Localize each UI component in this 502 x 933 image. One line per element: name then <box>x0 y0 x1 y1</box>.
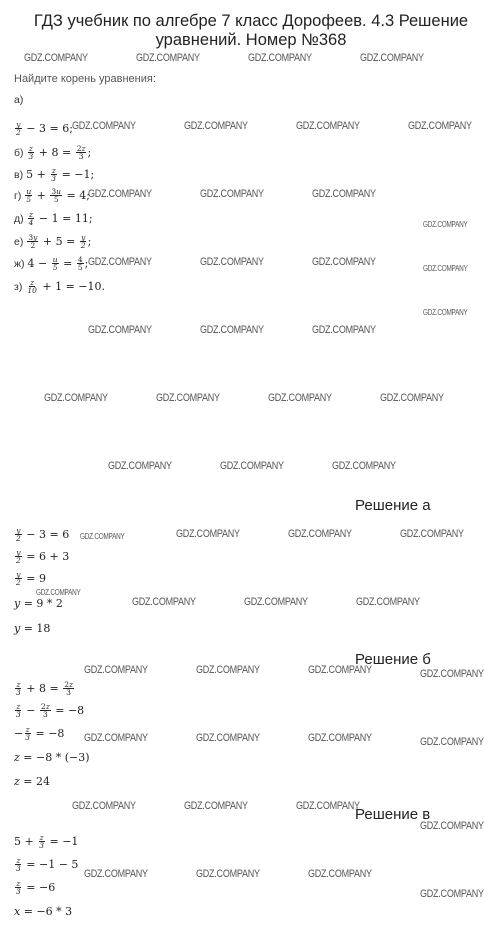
watermark-text: GDZ.COMPANY <box>312 188 376 200</box>
watermark-text: GDZ.COMPANY <box>196 732 260 744</box>
watermark-text: GDZ.COMPANY <box>420 888 484 900</box>
watermark-text: GDZ.COMPANY <box>268 392 332 404</box>
watermark-text: GDZ.COMPANY <box>423 220 468 229</box>
watermark-text: GDZ.COMPANY <box>308 868 372 880</box>
watermark-text: GDZ.COMPANY <box>423 308 468 317</box>
solution-v-line-1: 5 + $\frac{z}{3}$ = −1 <box>14 833 79 850</box>
watermark-text: GDZ.COMPANY <box>88 256 152 268</box>
watermark-text: GDZ.COMPANY <box>132 596 196 608</box>
watermark-text: GDZ.COMPANY <box>312 256 376 268</box>
problem-v: в) 5 + $\frac{z}{3}$ = −1; <box>14 166 95 183</box>
solution-v-heading: Решение в <box>355 806 431 823</box>
watermark-text: GDZ.COMPANY <box>84 664 148 676</box>
watermark-text: GDZ.COMPANY <box>72 120 136 132</box>
watermark-text: GDZ.COMPANY <box>296 120 360 132</box>
instruction-text: Найдите корень уравнения: <box>14 73 156 85</box>
solution-b-heading: Решение б <box>355 651 431 668</box>
watermark-text: GDZ.COMPANY <box>200 188 264 200</box>
watermark-text: GDZ.COMPANY <box>200 324 264 336</box>
watermark-text: GDZ.COMPANY <box>200 256 264 268</box>
solution-a-line-4: y = 9 * 2 <box>14 597 63 610</box>
problem-d: д) $\frac{z}{4}$ − 1 = 11; <box>14 210 93 227</box>
watermark-text: GDZ.COMPANY <box>84 868 148 880</box>
watermark-text: GDZ.COMPANY <box>196 868 260 880</box>
watermark-text: GDZ.COMPANY <box>88 188 152 200</box>
watermark-text: GDZ.COMPANY <box>44 392 108 404</box>
watermark-text: GDZ.COMPANY <box>420 668 484 680</box>
solution-b-line-4: z = −8 * (−3) <box>14 751 90 764</box>
solution-a-line-1: $\frac{y}{2}$ − 3 = 6 <box>16 526 70 543</box>
label-a: а) <box>14 94 24 106</box>
watermark-text: GDZ.COMPANY <box>244 596 308 608</box>
watermark-text: GDZ.COMPANY <box>360 52 424 64</box>
watermark-text: GDZ.COMPANY <box>420 820 484 832</box>
watermark-text: GDZ.COMPANY <box>24 52 88 64</box>
page-title: ГДЗ учебник по алгебре 7 класс Дорофеев. 4.3 Решение уравнений. Номер №368 <box>33 12 469 49</box>
watermark-text: GDZ.COMPANY <box>248 52 312 64</box>
watermark-text: GDZ.COMPANY <box>296 800 360 812</box>
watermark-text: GDZ.COMPANY <box>400 528 464 540</box>
problem-e: е) $\frac{3y}{2}$ + 5 = $\frac{y}{2}$ ; <box>14 233 92 250</box>
problem-a: $\frac{y}{2}$ − 3 = 6; <box>16 120 73 137</box>
solution-a-line-5: y = 18 <box>14 622 51 635</box>
watermark-text: GDZ.COMPANY <box>184 800 248 812</box>
watermark-text: GDZ.COMPANY <box>176 528 240 540</box>
watermark-text: GDZ.COMPANY <box>88 324 152 336</box>
watermark-text: GDZ.COMPANY <box>308 664 372 676</box>
watermark-text: GDZ.COMPANY <box>380 392 444 404</box>
solution-a-line-2: $\frac{y}{2}$ = 6 + 3 <box>16 548 70 565</box>
watermark-text: GDZ.COMPANY <box>356 596 420 608</box>
watermark-text: GDZ.COMPANY <box>423 264 468 273</box>
watermark-text: GDZ.COMPANY <box>36 588 81 597</box>
watermark-text: GDZ.COMPANY <box>332 460 396 472</box>
watermark-text: GDZ.COMPANY <box>156 392 220 404</box>
watermark-text: GDZ.COMPANY <box>196 664 260 676</box>
watermark-text: GDZ.COMPANY <box>288 528 352 540</box>
problem-g: г) $\frac{u}{5}$ + $\frac{3u}{5}$ = 4; <box>14 187 90 204</box>
solution-v-line-2: $\frac{z}{3}$ = −1 − 5 <box>16 856 79 873</box>
solution-v-line-4: x = −6 * 3 <box>14 905 73 918</box>
watermark-text: GDZ.COMPANY <box>72 800 136 812</box>
watermark-text: GDZ.COMPANY <box>184 120 248 132</box>
problem-z: з) $\frac{z}{10}$ + 1 = −10. <box>14 278 105 295</box>
solution-v-line-3: $\frac{z}{3}$ = −6 <box>16 879 56 896</box>
problem-b: б) $\frac{z}{3}$ + 8 = $\frac{2z}{3}$ ; <box>14 144 92 161</box>
watermark-text: GDZ.COMPANY <box>84 732 148 744</box>
watermark-text: GDZ.COMPANY <box>308 732 372 744</box>
watermark-text: GDZ.COMPANY <box>420 736 484 748</box>
watermark-text: GDZ.COMPANY <box>220 460 284 472</box>
watermark-text: GDZ.COMPANY <box>136 52 200 64</box>
solution-a-heading: Решение а <box>355 497 431 514</box>
solution-a-line-3: $\frac{y}{2}$ = 9 <box>16 570 46 587</box>
watermark-text: GDZ.COMPANY <box>408 120 472 132</box>
solution-b-line-2: $\frac{z}{3}$ − $\frac{2z}{3}$ = −8 <box>16 702 85 719</box>
solution-b-line-5: z = 24 <box>14 775 51 788</box>
watermark-text: GDZ.COMPANY <box>312 324 376 336</box>
problem-zh: ж) 4 − $\frac{u}{5}$ = $\frac{4}{5}$ ; <box>14 255 89 272</box>
solution-b-line-3: − $\frac{z}{3}$ = −8 <box>14 725 65 742</box>
watermark-text: GDZ.COMPANY <box>80 532 125 541</box>
watermark-text: GDZ.COMPANY <box>108 460 172 472</box>
solution-b-line-1: $\frac{z}{3}$ + 8 = $\frac{2z}{3}$ <box>16 680 73 697</box>
